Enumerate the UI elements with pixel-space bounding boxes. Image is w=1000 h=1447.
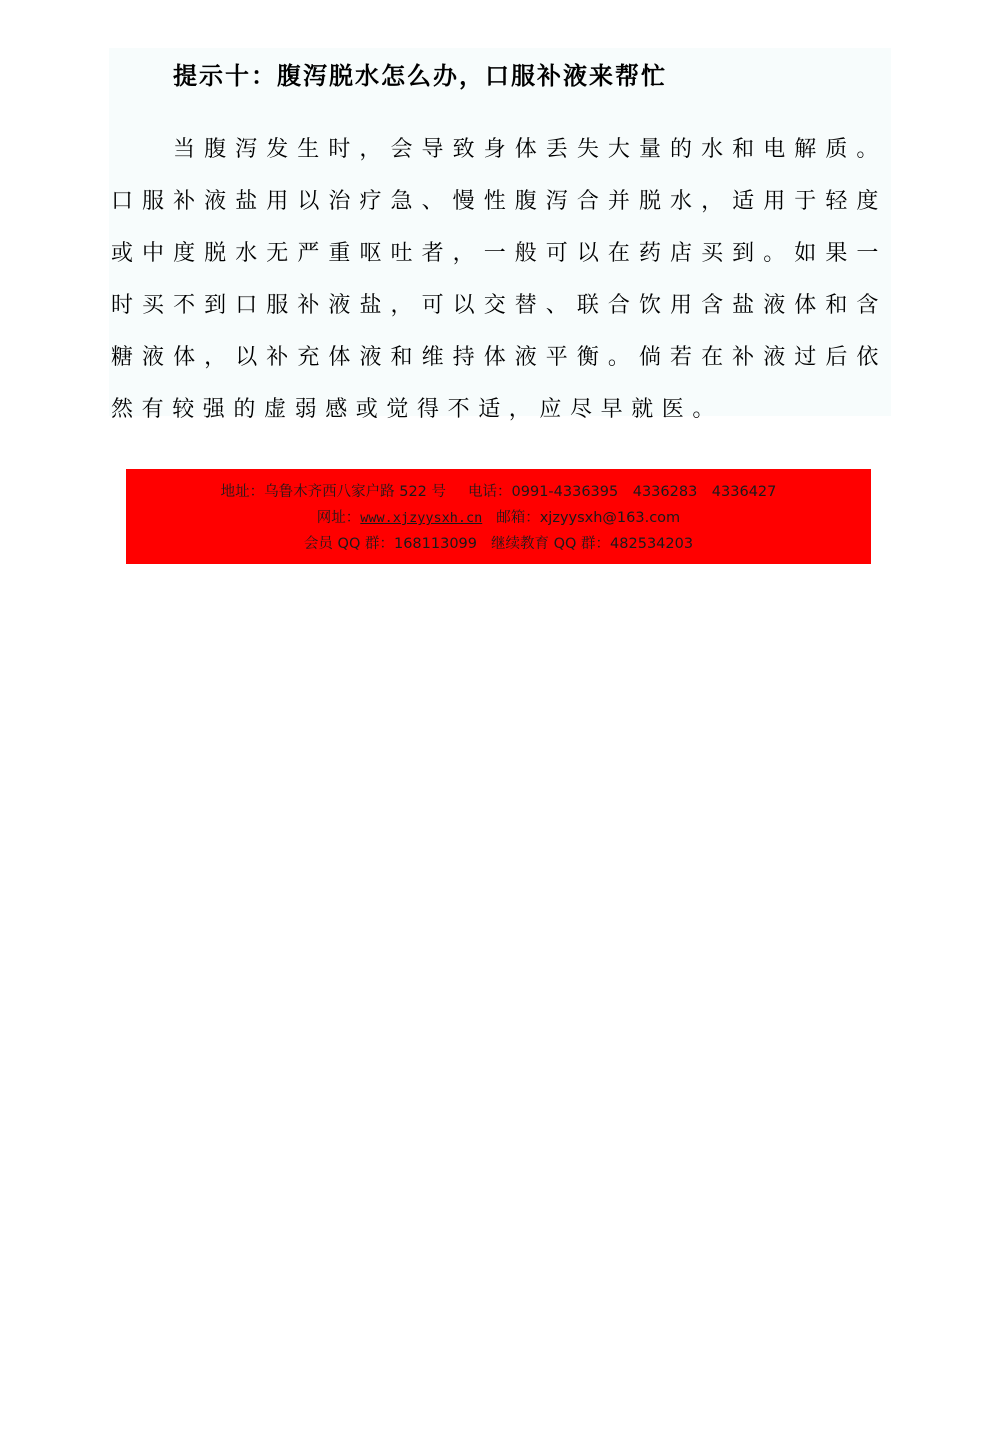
footer-website-label: 网址：: [316, 510, 361, 526]
tip-title: 提示十：腹泻脱水怎么办，口服补液来帮忙: [173, 62, 667, 90]
footer-phone: 电话：0991-4336395 4336283 4336427: [468, 484, 777, 500]
tip-box: [109, 48, 891, 422]
footer-address: 地址：乌鲁木齐西八家户路 522 号: [220, 484, 447, 500]
footer-email: 邮箱：xjzyysxh@163.com: [496, 510, 681, 526]
footer-education-qq: 继续教育 QQ 群：482534203: [491, 536, 694, 552]
footer-website-link[interactable]: www.xjzyysxh.cn: [360, 510, 483, 526]
footer-line-1: [126, 479, 871, 505]
footer-member-qq: 会员 QQ 群：168113099: [303, 536, 477, 552]
tip-body: 当腹泻发生时，会导致身体丢失大量的水和电解质。口服补液盐用以治疗急、慢性腹泻合并脱水，适用于轻度或中度脱水无严重呕吐者，一般可以在药店买到。如果一时买不到口服补液盐，可以交替、联合饮用含盐液体和含糖液体，以补充体液和维持体液平衡。倘若在补液过后依然有较强的虚弱感或觉得不适，应尽早就医。: [111, 137, 887, 422]
footer-contact-box: [126, 469, 871, 564]
footer-line-2: [126, 505, 871, 531]
footer-line-3: [126, 531, 871, 557]
